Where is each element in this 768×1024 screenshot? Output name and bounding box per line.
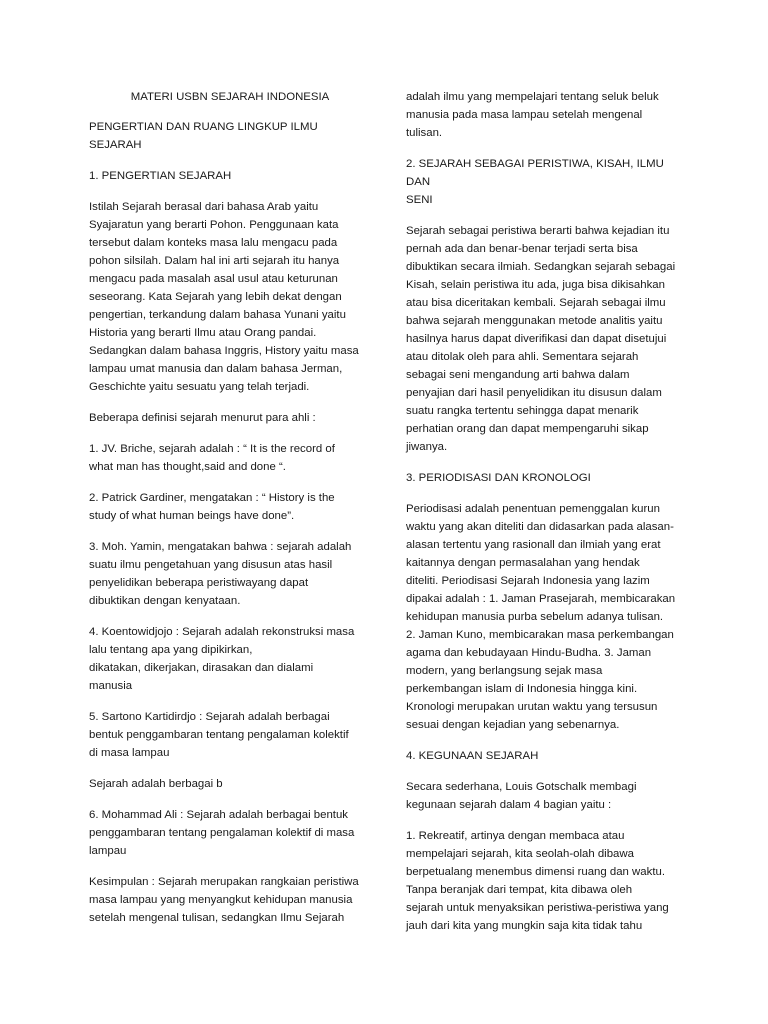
definition-5: 5. Sartono Kartidirdjo : Sejarah adalah berbagai bentuk penggambaran tentang pengalaman kolektif di masa lampau (89, 711, 349, 759)
paragraph-continuation: adalah ilmu yang mempelajari tentang seluk beluk manusia pada masa lampau setelah mengenal tulisan. (406, 91, 659, 139)
right-column (406, 88, 680, 935)
document-title: MATERI USBN SEJARAH INDONESIA (130, 91, 330, 103)
paragraph-conclusion: Kesimpulan : Sejarah merupakan rangkaian peristiwa masa lampau yang menyangkut kehidupan manusia setelah mengenal tulisan, sedangkan Ilmu Sejarah (89, 876, 359, 924)
paragraph-rekreatif: 1. Rekreatif, artinya dengan membaca atau mempelajari sejarah, kita seolah-olah dibawa berpetualang menembus dimensi ruang dan waktu. Tanpa beranjak dari tempat, kita dibawa oleh sejarah untuk menyaksikan peristiwa-peristiwa yang jauh dari kita yang mungkin saja kita tidak tahu (406, 830, 669, 932)
paragraph-sejarah-sebagai: Sejarah sebagai peristiwa berarti bahwa kejadian itu pernah ada dan benar-benar terjadi serta bisa dibuktikan secara ilmiah. Sedangkan sejarah sebagai Kisah, selain peristiwa itu ada, juga bisa dikisahkan atau bisa diceritakan kembali. Sejarah sebagai ilmu bahwa sejarah menggunakan metode analitis yaitu hasilnya harus dapat diverifikasi dan dapat disetujui atau ditolak oleh para ahli. Sementara sejarah sebagai seni mengandung arti bahwa dalam penyajian dari hasil penyelidikan itu disusun dalam suatu rangka tertentu sehingga dapat menarik perhatian orang dan dapat mempengaruhi sikap jiwanya. (406, 225, 676, 453)
definition-6: 6. Mohammad Ali : Sejarah adalah berbagai bentuk penggambaran tentang pengalaman kolektif di masa lampau (89, 809, 355, 857)
paragraph-intro: Istilah Sejarah berasal dari bahasa Arab yaitu Syajaratun yang berarti Pohon. Penggunaan kata tersebut dalam konteks masa lalu mengacu pada pohon silsilah. Dalam hal ini arti sejarah itu hanya mengacu pada masalah asal usul atau keturunan seseorang. Kata Sejarah yang lebih dekat dengan pengertian, terkandung dalam bahasa Yunani yaitu Historia yang berarti Ilmu atau Orang pandai. Sedangkan dalam bahasa Inggris, History yaitu masa lampau umat manusia dan dalam bahasa Jerman, Geschichte yaitu sesuatu yang telah terjadi. (89, 201, 359, 393)
section-subtitle: PENGERTIAN DAN RUANG LINGKUP ILMU SEJARAH (89, 121, 318, 151)
definition-3: 3. Moh. Yamin, mengatakan bahwa : sejarah adalah suatu ilmu pengetahuan yang disusun atas hasil penyelidikan beberapa peristiwayang dapat dibuktikan dengan kenyataan. (89, 541, 352, 607)
heading-sejarah-sebagai: 2. SEJARAH SEBAGAI PERISTIWA, KISAH, ILMU DAN SENI (406, 158, 664, 206)
paragraph-fragment: Sejarah adalah berbagai b (89, 778, 223, 790)
definition-4: 4. Koentowidjojo : Sejarah adalah rekonstruksi masa lalu tentang apa yang dipikirkan, dikatakan, dikerjakan, dirasakan dan dialami manusia (89, 626, 355, 692)
heading-pengertian-sejarah: 1. PENGERTIAN SEJARAH (89, 170, 232, 182)
definition-2: 2. Patrick Gardiner, mengatakan : “ History is the study of what human beings have done”. (89, 492, 335, 522)
paragraph-kegunaan-intro: Secara sederhana, Louis Gotschalk membagi kegunaan sejarah dalam 4 bagian yaitu : (406, 781, 637, 811)
definition-1: 1. JV. Briche, sejarah adalah : “ It is the record of what man has thought,said and done “. (89, 443, 335, 473)
paragraph-definitions-intro: Beberapa definisi sejarah menurut para ahli : (89, 412, 316, 424)
heading-periodisasi: 3. PERIODISASI DAN KRONOLOGI (406, 472, 591, 484)
heading-kegunaan: 4. KEGUNAAN SEJARAH (406, 750, 539, 762)
paragraph-periodisasi: Periodisasi adalah penentuan pemenggalan kurun waktu yang akan diteliti dan didasarkan pada alasan- alasan tertentu yang rasionall dan ilmiah yang erat kaitannya dengan permasalahan yang hendak diteliti. Periodisasi Sejarah Indonesia yang lazim dipakai adalah : 1. Jaman Prasejarah, membicarakan kehidupan manusia purba sebelum adanya tulisan. 2. Jaman Kuno, membicarakan masa perkembangan agama dan kebudayaan Hindu-Budha. 3. Jaman modern, yang berlangsung sejak masa perkembangan islam di Indonesia hingga kini. Kronologi merupakan urutan waktu yang tersusun sesuai dengan kejadian yang sebenarnya. (406, 503, 676, 731)
left-column (89, 88, 371, 927)
